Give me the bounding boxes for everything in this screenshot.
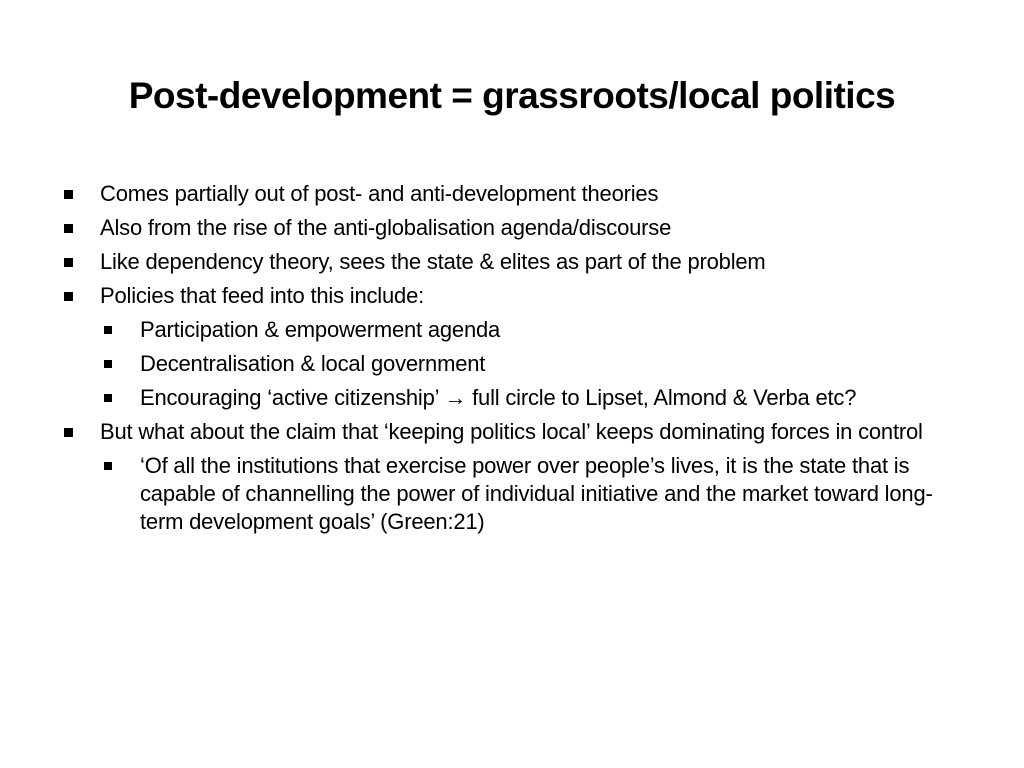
sub-list-item — [100, 316, 970, 344]
list-item-text: Also from the rise of the anti-globalisation agenda/discourse — [100, 215, 672, 240]
list-item-text: Comes partially out of post- and anti-development theories — [100, 181, 659, 206]
sub-list-item — [100, 384, 970, 412]
square-bullet-icon — [64, 190, 73, 199]
list-item — [60, 418, 970, 536]
sub-list-item-text: Encouraging ‘active citizenship’ → full circle to Lipset, Almond & Verba etc? — [140, 385, 857, 410]
sub-list-item-text: Decentralisation & local government — [140, 351, 486, 376]
square-bullet-icon — [104, 394, 112, 402]
bullet-list — [60, 180, 970, 536]
sub-list-item — [100, 452, 970, 536]
square-bullet-icon — [64, 258, 73, 267]
list-item-text: Like dependency theory, sees the state & elites as part of the problem — [100, 249, 766, 274]
square-bullet-icon — [64, 428, 73, 437]
sub-bullet-list — [100, 316, 970, 412]
square-bullet-icon — [64, 224, 73, 233]
square-bullet-icon — [104, 462, 112, 470]
slide-content — [60, 180, 970, 542]
sub-list-item-text: ‘Of all the institutions that exercise power over people’s lives, it is the state that is capable of channelling the power of individual initiative and the market toward long-term development goals’ (Green:21) — [140, 453, 933, 534]
list-item — [60, 248, 970, 276]
list-item-text: Policies that feed into this include: — [100, 283, 425, 308]
sub-bullet-list — [100, 452, 970, 536]
square-bullet-icon — [104, 326, 112, 334]
list-item — [60, 180, 970, 208]
sub-list-item — [100, 350, 970, 378]
list-item — [60, 282, 970, 412]
slide-title: Post-development = grassroots/local politics — [128, 75, 896, 116]
square-bullet-icon — [104, 360, 112, 368]
square-bullet-icon — [64, 292, 73, 301]
list-item — [60, 214, 970, 242]
list-item-text: But what about the claim that ‘keeping politics local’ keeps dominating forces in control — [100, 419, 923, 444]
sub-list-item-text: Participation & empowerment agenda — [140, 317, 501, 342]
